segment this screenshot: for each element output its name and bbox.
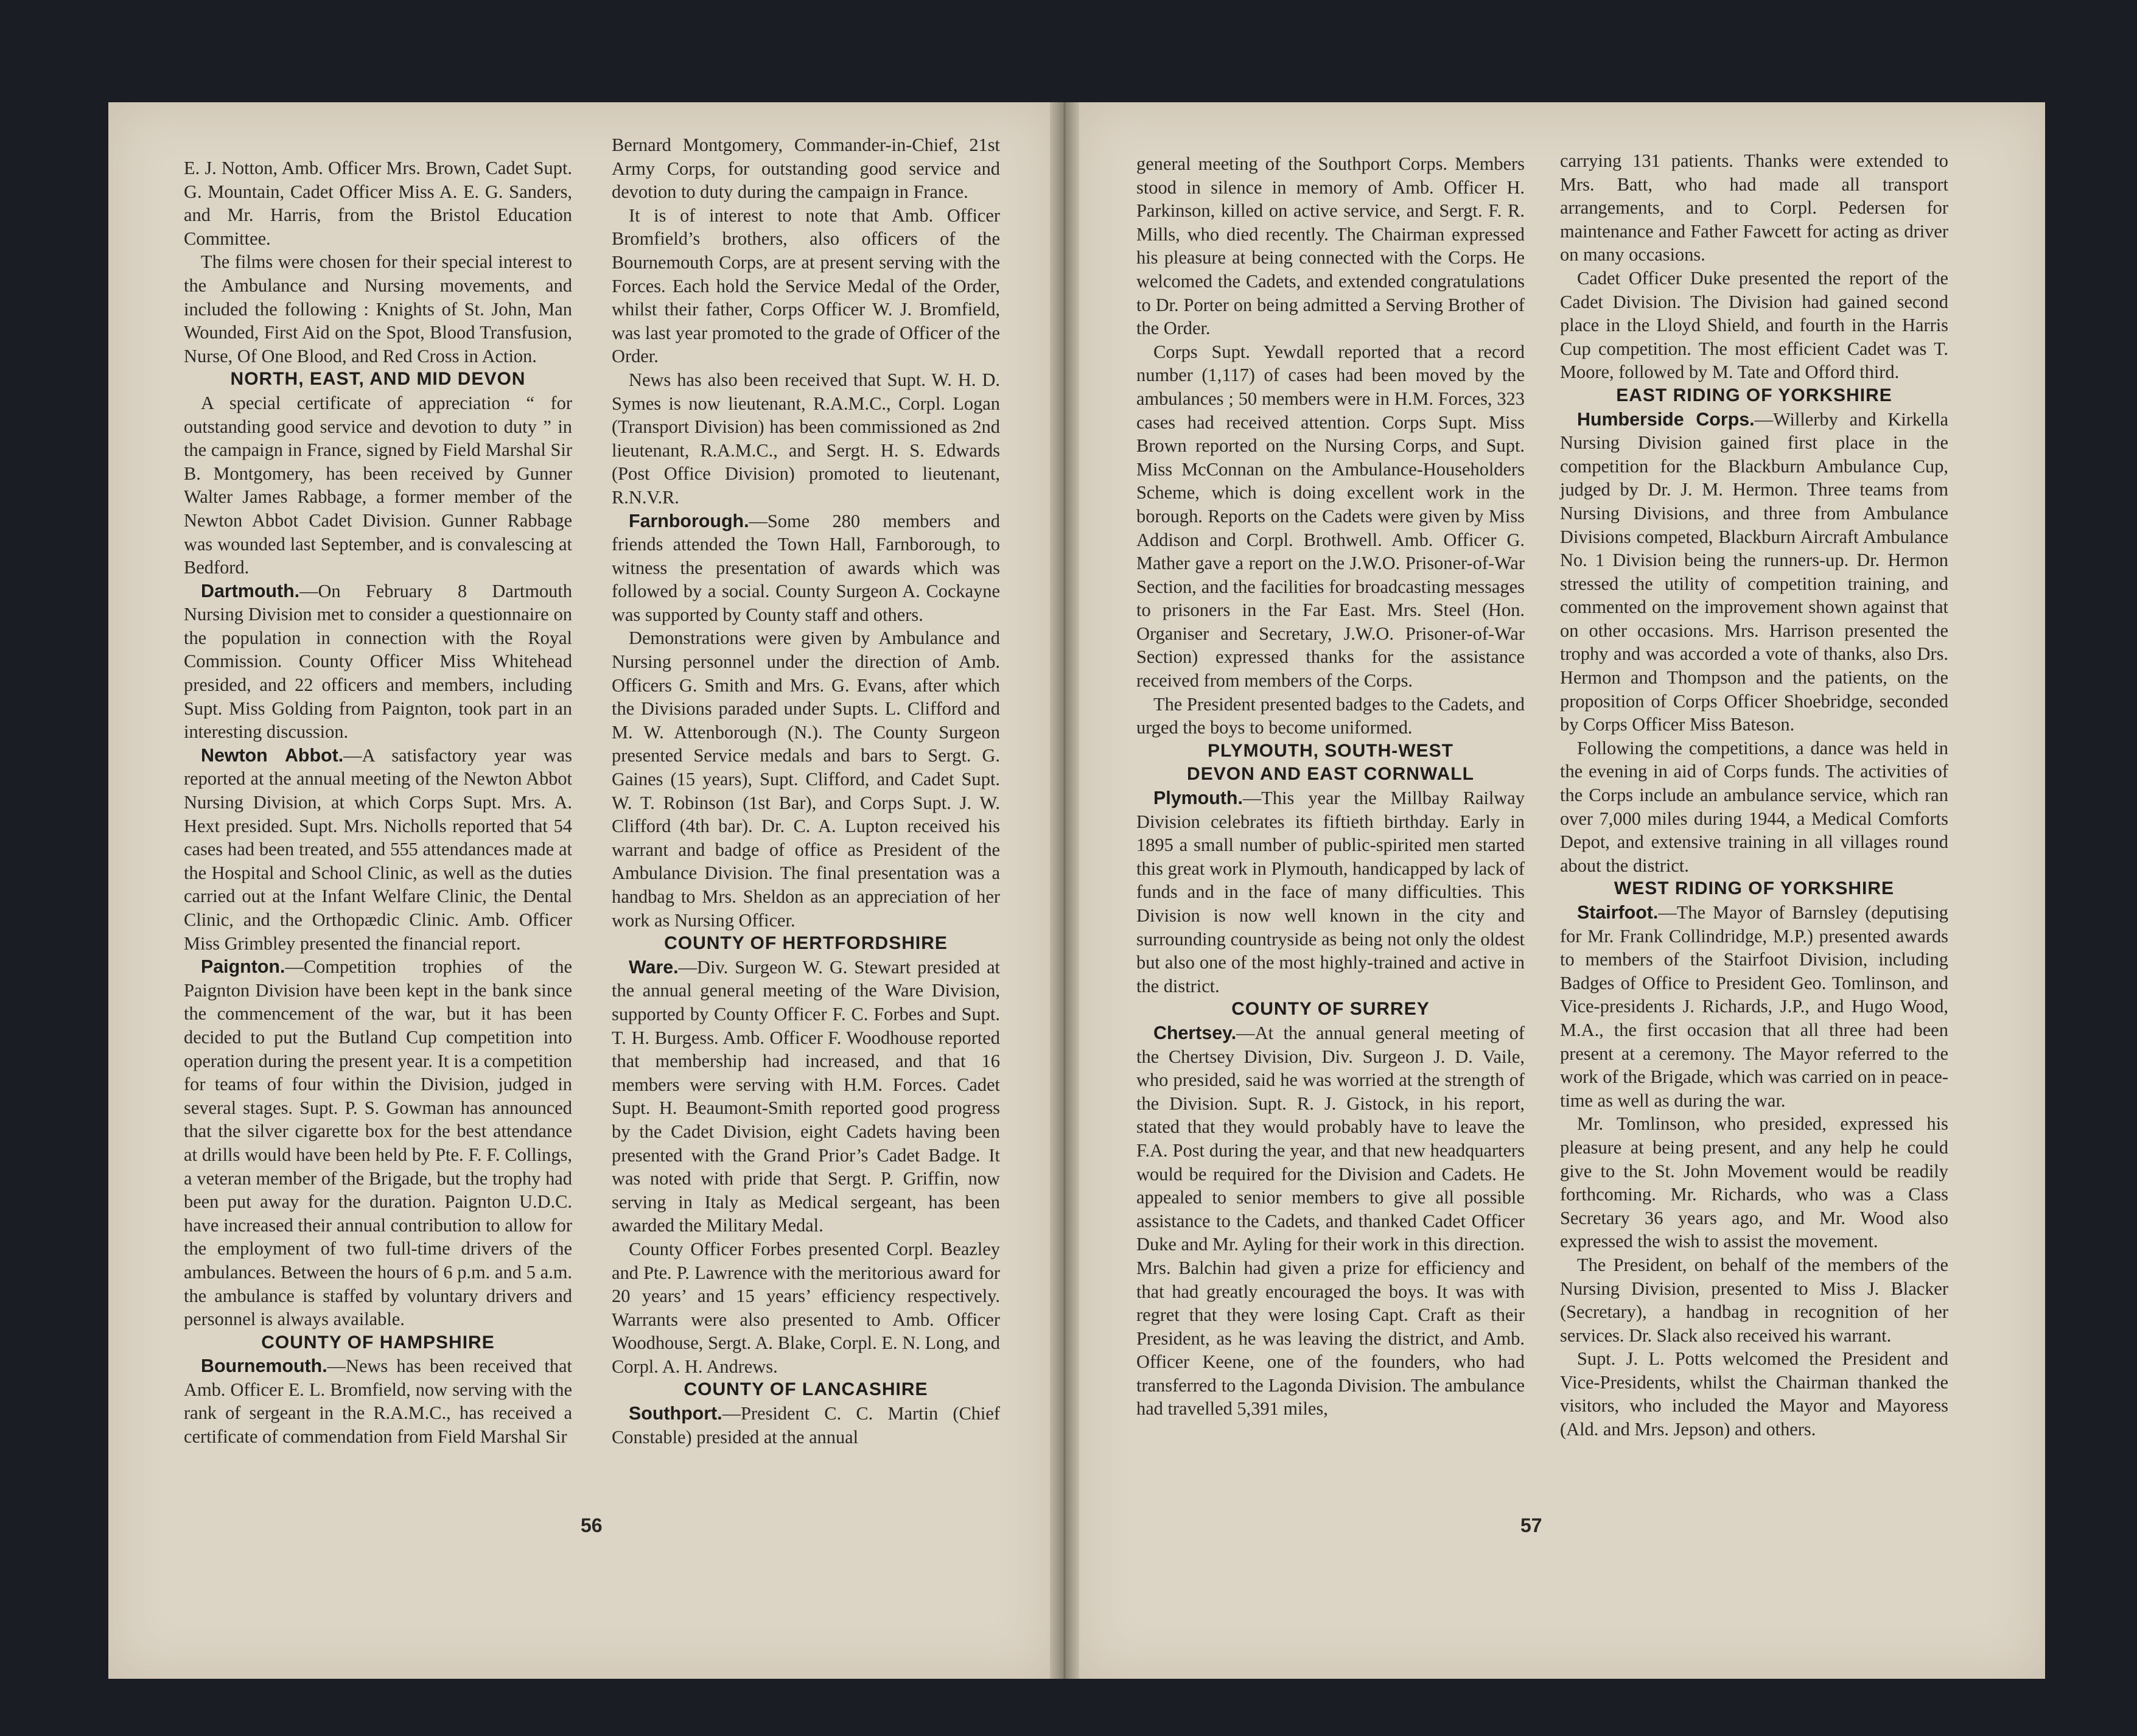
lp-c2-paragraph xyxy=(612,1237,1000,1379)
paragraph-text: The films were chosen for their special interest to the Ambulance and Nursing movements, and included the following : Knights of St. John, Man Wounded, First Aid on the Spot, Blood Transfusion, Nurse, Of One Blood, and Red Cross in Action. xyxy=(184,251,572,366)
rp-c1-paragraph xyxy=(1136,786,1525,998)
paragraph-text: County Officer Forbes presented Corpl. Beazley and Pte. P. Lawrence with the meritorious award for 20 years’ and 15 years’ efficiency respectively. Warrants were also presented to Amb. Officer Woodhouse, Sergt. A. Blake, Corpl. E. N. Long, and Corpl. A. H. Andrews. xyxy=(612,1238,1000,1377)
lp-c2-paragraph xyxy=(612,368,1000,509)
heading-text: COUNTY OF SURREY xyxy=(1231,999,1430,1020)
paragraph-text: Supt. J. L. Potts welcomed the President and Vice-Presidents, whilst the Chairman thanked the visitors, who included the Mayor and Mayoress (Ald. and Mrs. Jepson) and others. xyxy=(1560,1348,1948,1440)
paragraph-lead-in: Dartmouth. xyxy=(201,580,300,601)
lp-c1-paragraph xyxy=(184,744,572,955)
paragraph-text: general meeting of the Southport Corps. Members stood in silence in memory of Amb. Officer H. Parkinson, killed on active service, and Sergt. F. R. Mills, who died recently. The Chairman expressed his pleasure at being connected with the Corps. He welcomed the Cadets, and extended congratulations to Dr. Porter on being admitted a Serving Brother of the Order. xyxy=(1136,153,1525,339)
paragraph-lead-in: Bournemouth. xyxy=(201,1356,327,1377)
lp-c2-paragraph xyxy=(612,204,1000,368)
paragraph-text: —This year the Millbay Railway Division celebrates its fiftieth birthday. Early in 1895 a small number of public-spirited men started this great work in Plymouth, handicapped by lack of funds and in the face of many difficulties. This Division is now well known in the city and surrounding countryside as being not only the oldest but also one of the most highly-trained and active in the district. xyxy=(1136,788,1525,996)
heading-text: COUNTY OF LANCASHIRE xyxy=(684,1379,928,1400)
paragraph-text: A special certificate of appreciation “ for outstanding good service and devotion to duty ” in the campaign in France, signed by Field Marshal Sir B. Montgomery, has been received by Gunner Walter James Rabbage, a former member of the Newton Abbot Cadet Division. Gunner Rabbage was wounded last September, and is convalescing at Bedford. xyxy=(184,392,572,578)
lp-c1-section-heading xyxy=(184,1331,572,1355)
rp-c1-section-heading xyxy=(1136,740,1525,763)
paragraph-text: The President presented badges to the Cadets, and urged the boys to become uniformed. xyxy=(1136,693,1525,738)
paragraph-text: —President C. C. Martin (Chief Constable) presided at the annual xyxy=(612,1403,1000,1447)
paragraph-text: Bernard Montgomery, Commander-in-Chief, 21st Army Corps, for outstanding good service and devotion to duty during the campaign in France. xyxy=(612,135,1000,203)
paragraph-text: E. J. Notton, Amb. Officer Mrs. Brown, Cadet Supt. G. Mountain, Cadet Officer Miss A. E. G. Sanders, and Mr. Harris, from the Bristol Education Committee. xyxy=(184,158,572,249)
paragraph-text: —The Mayor of Barnsley (deputising for Mr. Frank Collindridge, M.P.) presented awards to members of the Stairfoot Division, including Badges of Office to President Geo. Tomlinson, and Vice-presidents J. Richards, J.P., and Hugo Wood, M.A., the first occasion that all three had been present at a ceremony. The Mayor referred to the work of the Brigade, which was carried on in peace-time as well as during the war. xyxy=(1560,902,1948,1111)
heading-text: PLYMOUTH, SOUTH-WEST xyxy=(1208,740,1453,761)
lp-c2-section-heading xyxy=(612,1378,1000,1402)
right-page-column-1 xyxy=(1136,152,1525,1421)
lp-c1-section-heading xyxy=(184,368,572,391)
paragraph-text: The President, on behalf of the members of the Nursing Division, presented to Miss J. Blacker (Secretary), a handbag in recognition of her services. Dr. Slack also received his warrant. xyxy=(1560,1254,1948,1346)
lp-c2-section-heading xyxy=(612,932,1000,956)
rp-c1-section-heading xyxy=(1136,998,1525,1021)
lp-c1-paragraph xyxy=(184,579,572,744)
page-number-right: 57 xyxy=(1520,1514,1542,1536)
rp-c2-section-heading xyxy=(1560,877,1948,901)
paragraph-lead-in: Chertsey. xyxy=(1153,1022,1237,1043)
lp-c1-paragraph xyxy=(184,1354,572,1448)
rp-c2-paragraph xyxy=(1560,901,1948,1112)
paragraph-lead-in: Ware. xyxy=(629,956,679,978)
paragraph-lead-in: Paignton. xyxy=(201,956,285,978)
paragraph-text: —Willerby and Kirkella Nursing Division gained first place in the competition for the Blackburn Ambulance Cup, judged by Dr. J. M. Hermon. Three teams from Nursing Divisions, and three from Ambulance Divisions competed, Blackburn Aircraft Ambulance No. 1 Division being the runners-up. Dr. Hermon stressed the utility of competition training, and commented on the improvement shown against that on other occasions. Mrs. Harrison presented the trophy and was accorded a vote of thanks, also Drs. Hermon and Thompson and the patients, on the proposition of Corps Officer Shoebridge, seconded by Corps Officer Miss Bateson. xyxy=(1560,408,1948,735)
lp-c2-paragraph xyxy=(612,509,1000,627)
rp-c2-paragraph xyxy=(1560,149,1948,267)
right-page-column-2 xyxy=(1560,149,1948,1441)
paragraph-text: Following the competitions, a dance was held in the evening in aid of Corps funds. The activities of the Corps include an ambulance service, which ran over 7,000 miles during 1944, a Medical Comforts Depot, and extensive training in all villages round about the district. xyxy=(1560,737,1948,876)
rp-c2-section-heading xyxy=(1560,384,1948,408)
paragraph-lead-in: Newton Abbot. xyxy=(201,744,344,766)
heading-text: WEST RIDING OF YORKSHIRE xyxy=(1614,878,1895,899)
page-number-left: 56 xyxy=(581,1514,603,1536)
rp-c2-paragraph xyxy=(1560,1347,1948,1441)
lp-c1-paragraph xyxy=(184,156,572,250)
rp-c2-paragraph xyxy=(1560,737,1948,878)
lp-c1-paragraph xyxy=(184,250,572,368)
paragraph-text: carrying 131 patients. Thanks were extended to Mrs. Batt, who had made all transport arrangements, and to Corpl. Pedersen for maintenance and Father Fawcett for acting as driver on many occasions. xyxy=(1560,150,1948,265)
paragraph-text: —Some 280 members and friends attended the Town Hall, Farnborough, to witness the presentation of awards which was followed by a social. County Surgeon A. Cockayne was supported by County staff and others. xyxy=(612,510,1000,625)
paragraph-lead-in: Stairfoot. xyxy=(1577,902,1659,923)
paragraph-text: Mr. Tomlinson, who presided, expressed his pleasure at being present, and any help he could give to the St. John Movement would be readily forthcoming. Mr. Richards, who was a Class Secretary 36 years ago, and Mr. Wood also expressed the wish to assist the movement. xyxy=(1560,1113,1948,1252)
paragraph-text: Cadet Officer Duke presented the report of the Cadet Division. The Division had gained second place in the Lloyd Shield, and fourth in the Harris Cup competition. The most efficient Cadet was T. Moore, followed by M. Tate and Offord third. xyxy=(1560,267,1948,383)
paragraph-text: —Competition trophies of the Paignton Division have been kept in the bank since the commencement of the war, but it has been decided to put the Butland Cup competition into operation during the present year. It is a competition for teams of four within the Division, judged in several stages. Supt. P. S. Gowman has announced that the silver cigarette box for the best attendance at drills would have been held by Pte. F. F. Collings, a veteran member of the Brigade, but the trophy had been put away for the duration. Paignton U.D.C. have increased their annual contribution to allow for the employment of two full-time drivers of the ambulances. Between the hours of 6 p.m. and 5 a.m. the ambulance is staffed by voluntary drivers and personnel is always available. xyxy=(184,956,572,1330)
lp-c2-paragraph xyxy=(612,956,1000,1237)
paragraph-text: —A satisfactory year was reported at the annual meeting of the Newton Abbot Nursing Division, at which Corps Supt. Mrs. A. Hext presided. Supt. Mrs. Nicholls reported that 54 cases had been treated, and 555 attendances made at the Hospital and School Clinic, as well as the duties carried out at the Infant Welfare Clinic, the Dental Clinic, and the Orthopædic Clinic. Amb. Officer Miss Grimbley presented the financial report. xyxy=(184,744,572,954)
heading-text: EAST RIDING OF YORKSHIRE xyxy=(1616,385,1892,405)
paragraph-text: —On February 8 Dartmouth Nursing Division met to consider a questionnaire on the population in connection with the Royal Commission. County Officer Miss Whitehead presided, and 22 officers and members, including Supt. Miss Golding from Paignton, took part in an interesting discussion. xyxy=(184,580,572,743)
paragraph-text: —Div. Surgeon W. G. Stewart presided at the annual general meeting of the Ware Division, supported by County Officer F. C. Forbes and Supt. T. H. Burgess. Amb. Officer F. Woodhouse reported that membership had increased, and that 16 members were serving with H.M. Forces. Cadet Supt. H. Beaumont-Smith reported good progress by the Cadet Division, eight Cadets having been presented with the Grand Prior’s Cadet Badge. It was noted with pride that Sergt. P. Griffin, now serving in Italy as Medical sergeant, has been awarded the Military Medal. xyxy=(612,956,1000,1236)
paragraph-text: It is of interest to note that Amb. Officer Bromfield’s brothers, also officers of the Bournemouth Corps, are at present serving with the Forces. Each hold the Service Medal of the Order, whilst their father, Corps Officer W. J. Bromfield, was last year promoted to the grade of Officer of the Order. xyxy=(612,205,1000,367)
heading-text: NORTH, EAST, AND MID DEVON xyxy=(230,369,526,390)
lp-c2-paragraph xyxy=(612,626,1000,932)
paragraph-text: News has also been received that Supt. W. H. D. Symes is now lieutenant, R.A.M.C., Corpl. Logan (Transport Division) has been commissioned as 2nd lieutenant, R.A.M.C., and Sergt. H. S. Edwards (Post Office Division) promoted to lieutenant, R.N.V.R. xyxy=(612,369,1000,508)
left-page-column-2 xyxy=(612,133,1000,1449)
book-gutter xyxy=(1050,102,1079,1679)
paragraph-text: Corps Supt. Yewdall reported that a record number (1,117) of cases had been moved by the ambulances ; 50 members were in H.M. Forces, 323 cases had received attention. Corps Supt. Miss Brown reported on the Nursing Corps, and Supt. Miss McConnan on the Ambulance-Householders Scheme, which is doing excellent work in the borough. Reports on the Cadets were given by Miss Addison and Corpl. Brothwell. Amb. Officer G. Mather gave a report on the J.W.O. Prisoner-of-War Section, and the facilities for broadcasting messages to prisoners in the Far East. Mrs. Steel (Hon. Organiser and Secretary, J.W.O. Prisoner-of-War Section) expressed thanks for the assistance received from members of the Corps. xyxy=(1136,341,1525,691)
rp-c1-paragraph xyxy=(1136,693,1525,740)
lp-c1-paragraph xyxy=(184,391,572,579)
paragraph-text: Demonstrations were given by Ambulance and Nursing personnel under the direction of Amb. Officers G. Smith and Mrs. G. Evans, after which the Divisions paraded under Supts. L. Clifford and M. W. Attenborough (N.). The County Surgeon presented Service medals and bars to Sergt. G. Gaines (15 years), Supt. Clifford, and Cadet Supt. W. T. Robinson (1st Bar), and Corps Supt. J. W. Clifford (4th bar). Dr. C. A. Lupton received his warrant and badge of office as President of the Ambulance Division. The final presentation was a handbag to Mrs. Sheldon as an appreciation of her work as Nursing Officer. xyxy=(612,628,1000,931)
rp-c2-paragraph xyxy=(1560,408,1948,737)
rp-c2-paragraph xyxy=(1560,267,1948,384)
rp-c1-section-heading xyxy=(1136,763,1525,786)
lp-c1-paragraph xyxy=(184,955,572,1331)
paragraph-text: —At the annual general meeting of the Chertsey Division, Div. Surgeon J. D. Vaile, who presided, said he was worried at the strength of the Division. Supt. R. J. Gistock, in his report, stated that they would probably have to leave the F.A. Post during the year, and that new headquarters would be required for the Division and Cadets. He appealed to senior members to give all possible assistance to the Cadets, and thanked Cadet Officer Duke and Mr. Ayling for their work in this direction. Mrs. Balchin had given a prize for efficiency and that had greatly encouraged the boys. It was with regret that they were losing Capt. Craft as their President, as he was leaving the district, and Amb. Officer Keene, one of the founders, who had transferred to the Lagonda Division. The ambulance had travelled 5,391 miles, xyxy=(1136,1022,1525,1419)
paragraph-text: —News has been received that Amb. Officer E. L. Bromfield, now serving with the rank of sergeant in the R.A.M.C., has received a certificate of commendation from Field Marshal Sir xyxy=(184,1356,572,1447)
rp-c1-paragraph xyxy=(1136,152,1525,340)
heading-text: COUNTY OF HAMPSHIRE xyxy=(261,1332,495,1353)
paragraph-lead-in: Farnborough. xyxy=(629,510,749,531)
paragraph-lead-in: Plymouth. xyxy=(1153,788,1243,809)
paragraph-lead-in: Southport. xyxy=(629,1403,722,1424)
lp-c2-paragraph xyxy=(612,133,1000,204)
rp-c1-paragraph xyxy=(1136,1021,1525,1421)
rp-c1-paragraph xyxy=(1136,340,1525,693)
lp-c2-paragraph xyxy=(612,1402,1000,1449)
heading-text: COUNTY OF HERTFORDSHIRE xyxy=(664,933,948,954)
paragraph-lead-in: Humberside Corps. xyxy=(1577,408,1755,430)
heading-text: DEVON AND EAST CORNWALL xyxy=(1187,764,1474,785)
rp-c2-paragraph xyxy=(1560,1253,1948,1347)
left-page-column-1 xyxy=(184,156,572,1449)
rp-c2-paragraph xyxy=(1560,1112,1948,1253)
